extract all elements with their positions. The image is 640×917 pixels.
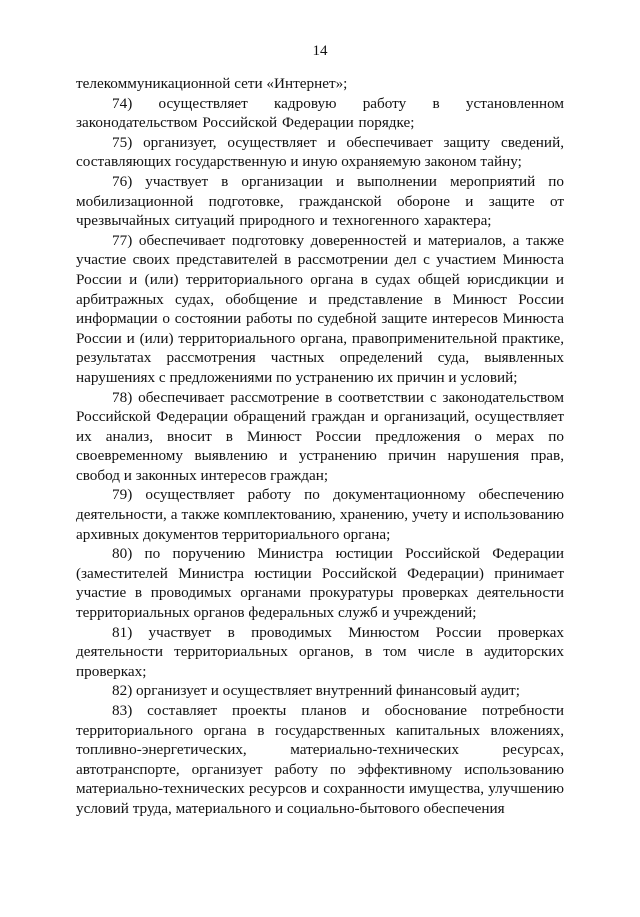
paragraph-82: 82) организует и осуществляет внутренний финансовый аудит; — [112, 682, 520, 700]
paragraph-76: 76) участвует в организации и выполнении мероприятий по мобилизационной подготовке, гражданской обороне и защите от чрезвычайных ситуаций природного и техногенного характера; — [76, 172, 564, 230]
paragraph-81: 81) участвует в проводимых Минюстом России проверках деятельности территориальных органов, в том числе в аудиторских проверках; — [76, 623, 564, 680]
paragraph-continuation: телекоммуникационной сети «Интернет»; — [76, 75, 348, 92]
paragraph-79: 79) осуществляет работу по документационному обеспечению деятельности, а также комплектованию, хранению, учету и использованию архивных документов территориального органа; — [76, 486, 564, 543]
paragraph-80: 80) по поручению Министра юстиции Российской Федерации (заместителей Министра юстиции Российской Федерации) принимает участие в проводимых органами прокуратуры проверках деятельности территориальных органов федеральных служб и учреждений; — [76, 545, 564, 622]
document-body — [76, 74, 564, 819]
paragraph-74: 74) осуществляет кадровую работу в установленном законодательством Российской Федерации порядке; — [76, 94, 564, 132]
paragraph-75: 75) организует, осуществляет и обеспечивает защиту сведений, составляющих государственную и иную охраняемую законом тайну; — [76, 133, 564, 171]
paragraph-83: 83) составляет проекты планов и обоснование потребности территориального органа в государственных капитальных вложениях, топливно-энергетических, материально-технических ресурсах, автотранспорте, организует работу по эффективному использованию материально-технических ресурсов и сохранности имущества, улучшению условий труда, материального и социально-бытового обеспечения — [76, 702, 564, 817]
page-number: 14 — [312, 43, 328, 59]
paragraph-77: 77) обеспечивает подготовку доверенностей и материалов, а также участие своих представителей в рассмотрении дел с участием Минюста России и (или) территориального органа в судах общей юрисдикции и арбитражных судах, обобщение и представление в Минюст России информации о состоянии работы по судебной защите интересов Минюста России и (или) территориального органа, правоприменительной практике, результатах рассмотрения частных определений суда, выявленных нарушениях с предложениями по устранению их причин и условий; — [76, 231, 564, 386]
paragraph-78: 78) обеспечивает рассмотрение в соответствии с законодательством Российской Федерации обращений граждан и организаций, осуществляет их анализ, вносит в Минюст России предложения о мерах по своевременному выявлению и устранению причин нарушения прав, свобод и законных интересов граждан; — [76, 388, 564, 484]
